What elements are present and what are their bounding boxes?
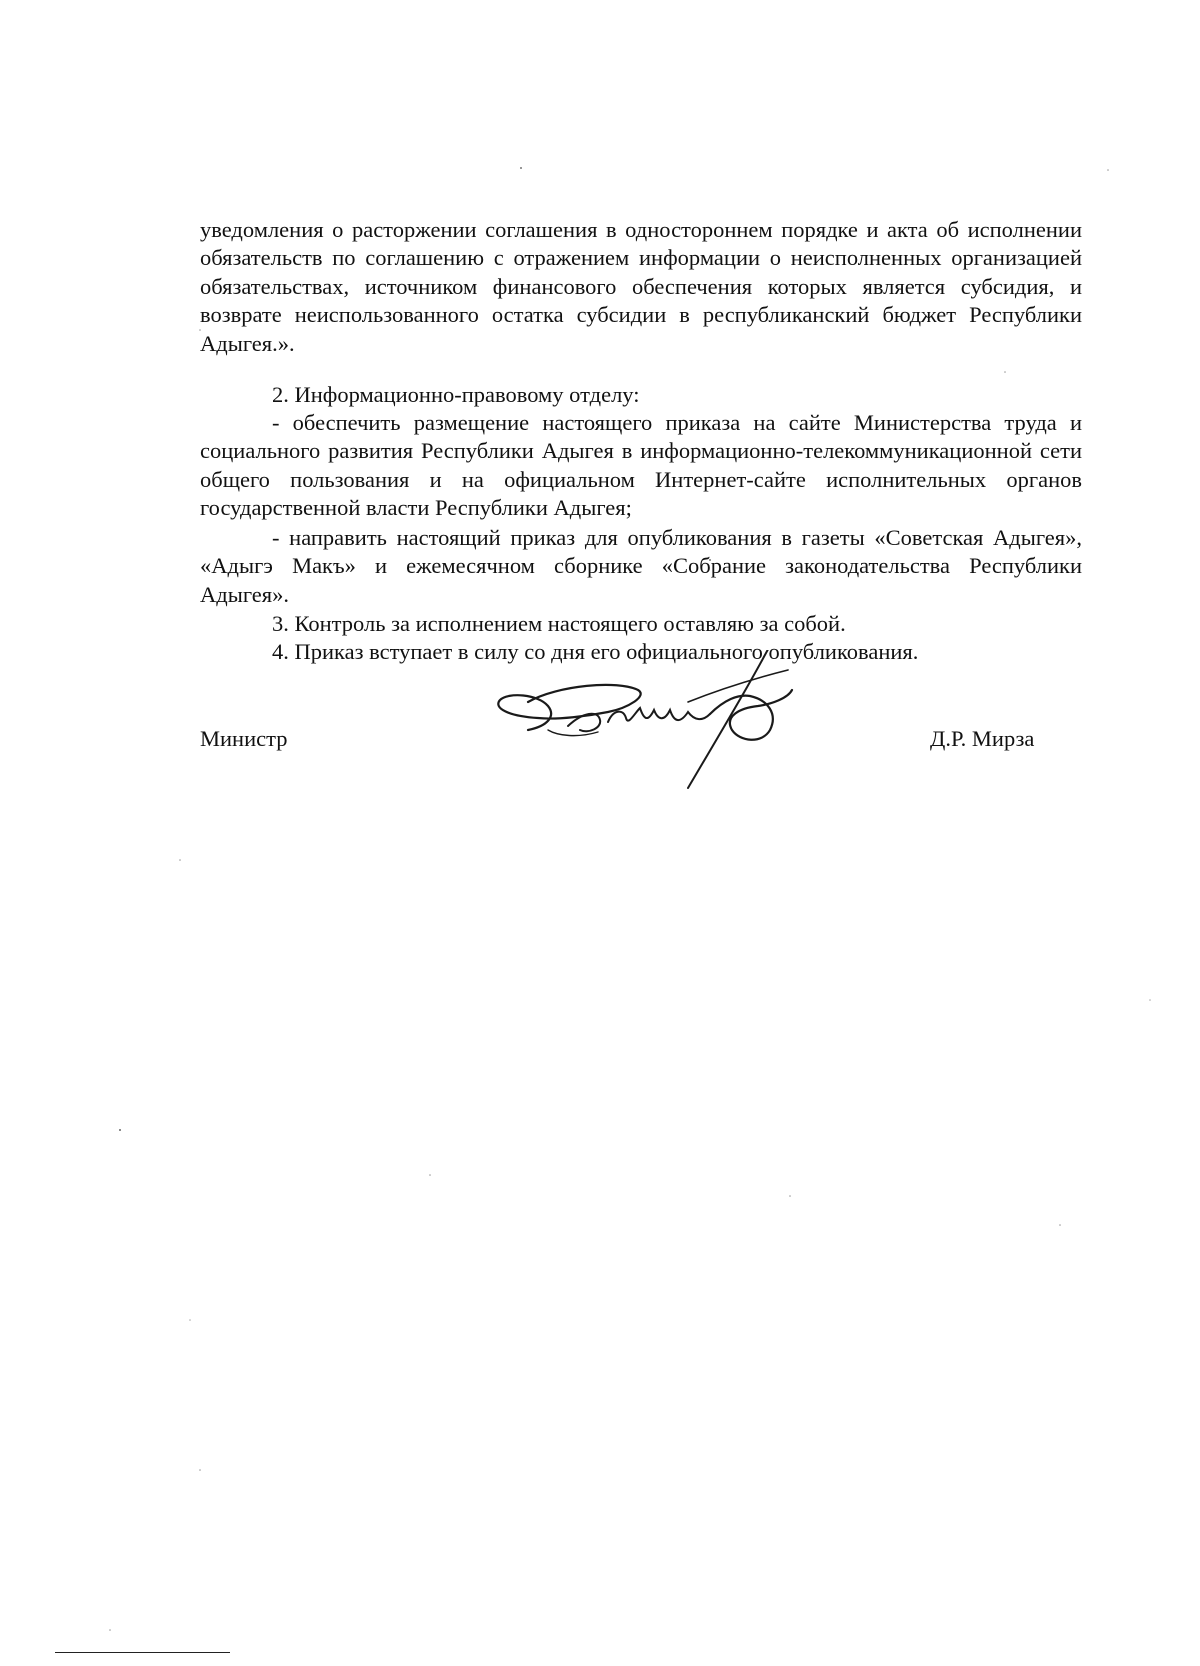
- footnote-divider: [55, 1652, 230, 1653]
- paragraph-item-2-heading: 2. Информационно-правовому отделу:: [272, 381, 640, 407]
- signatory-position: Министр: [200, 726, 288, 751]
- paragraph-subsidy-termination: уведомления о расторжении соглашения в одностороннем порядке и акта об исполнении обязательств по соглашению с отражением информации о неисполненных организацией обязательствах, источником финансового обеспечения которых является субсидия, и возврате неиспользованного остатка субсидии в республиканский бюджет Республики Адыгея.».: [200, 216, 1082, 356]
- paragraph-item-4-effective: 4. Приказ вступает в силу со дня его официального опубликования.: [272, 638, 919, 664]
- paragraph-item-3-control: 3. Контроль за исполнением настоящего оставляю за собой.: [272, 610, 846, 636]
- paragraph-item-2-publish-site: - обеспечить размещение настоящего приказа на сайте Министерства труда и социального развития Республики Адыгея в информационно-телекоммуникационной сети общего пользования и на официальном Интернет-сайте исполнительных органов государственной власти Республики Адыгея;: [200, 409, 1082, 520]
- handwritten-signature: [488, 650, 838, 790]
- signatory-name: Д.Р. Мирза: [930, 726, 1035, 751]
- paragraph-item-2-publish-newspapers: - направить настоящий приказ для опубликования в газеты «Советская Адыгея», «Адыгэ Макъ» и ежемесячном сборнике «Собрание законодательства Республики Адыгея».: [200, 524, 1082, 607]
